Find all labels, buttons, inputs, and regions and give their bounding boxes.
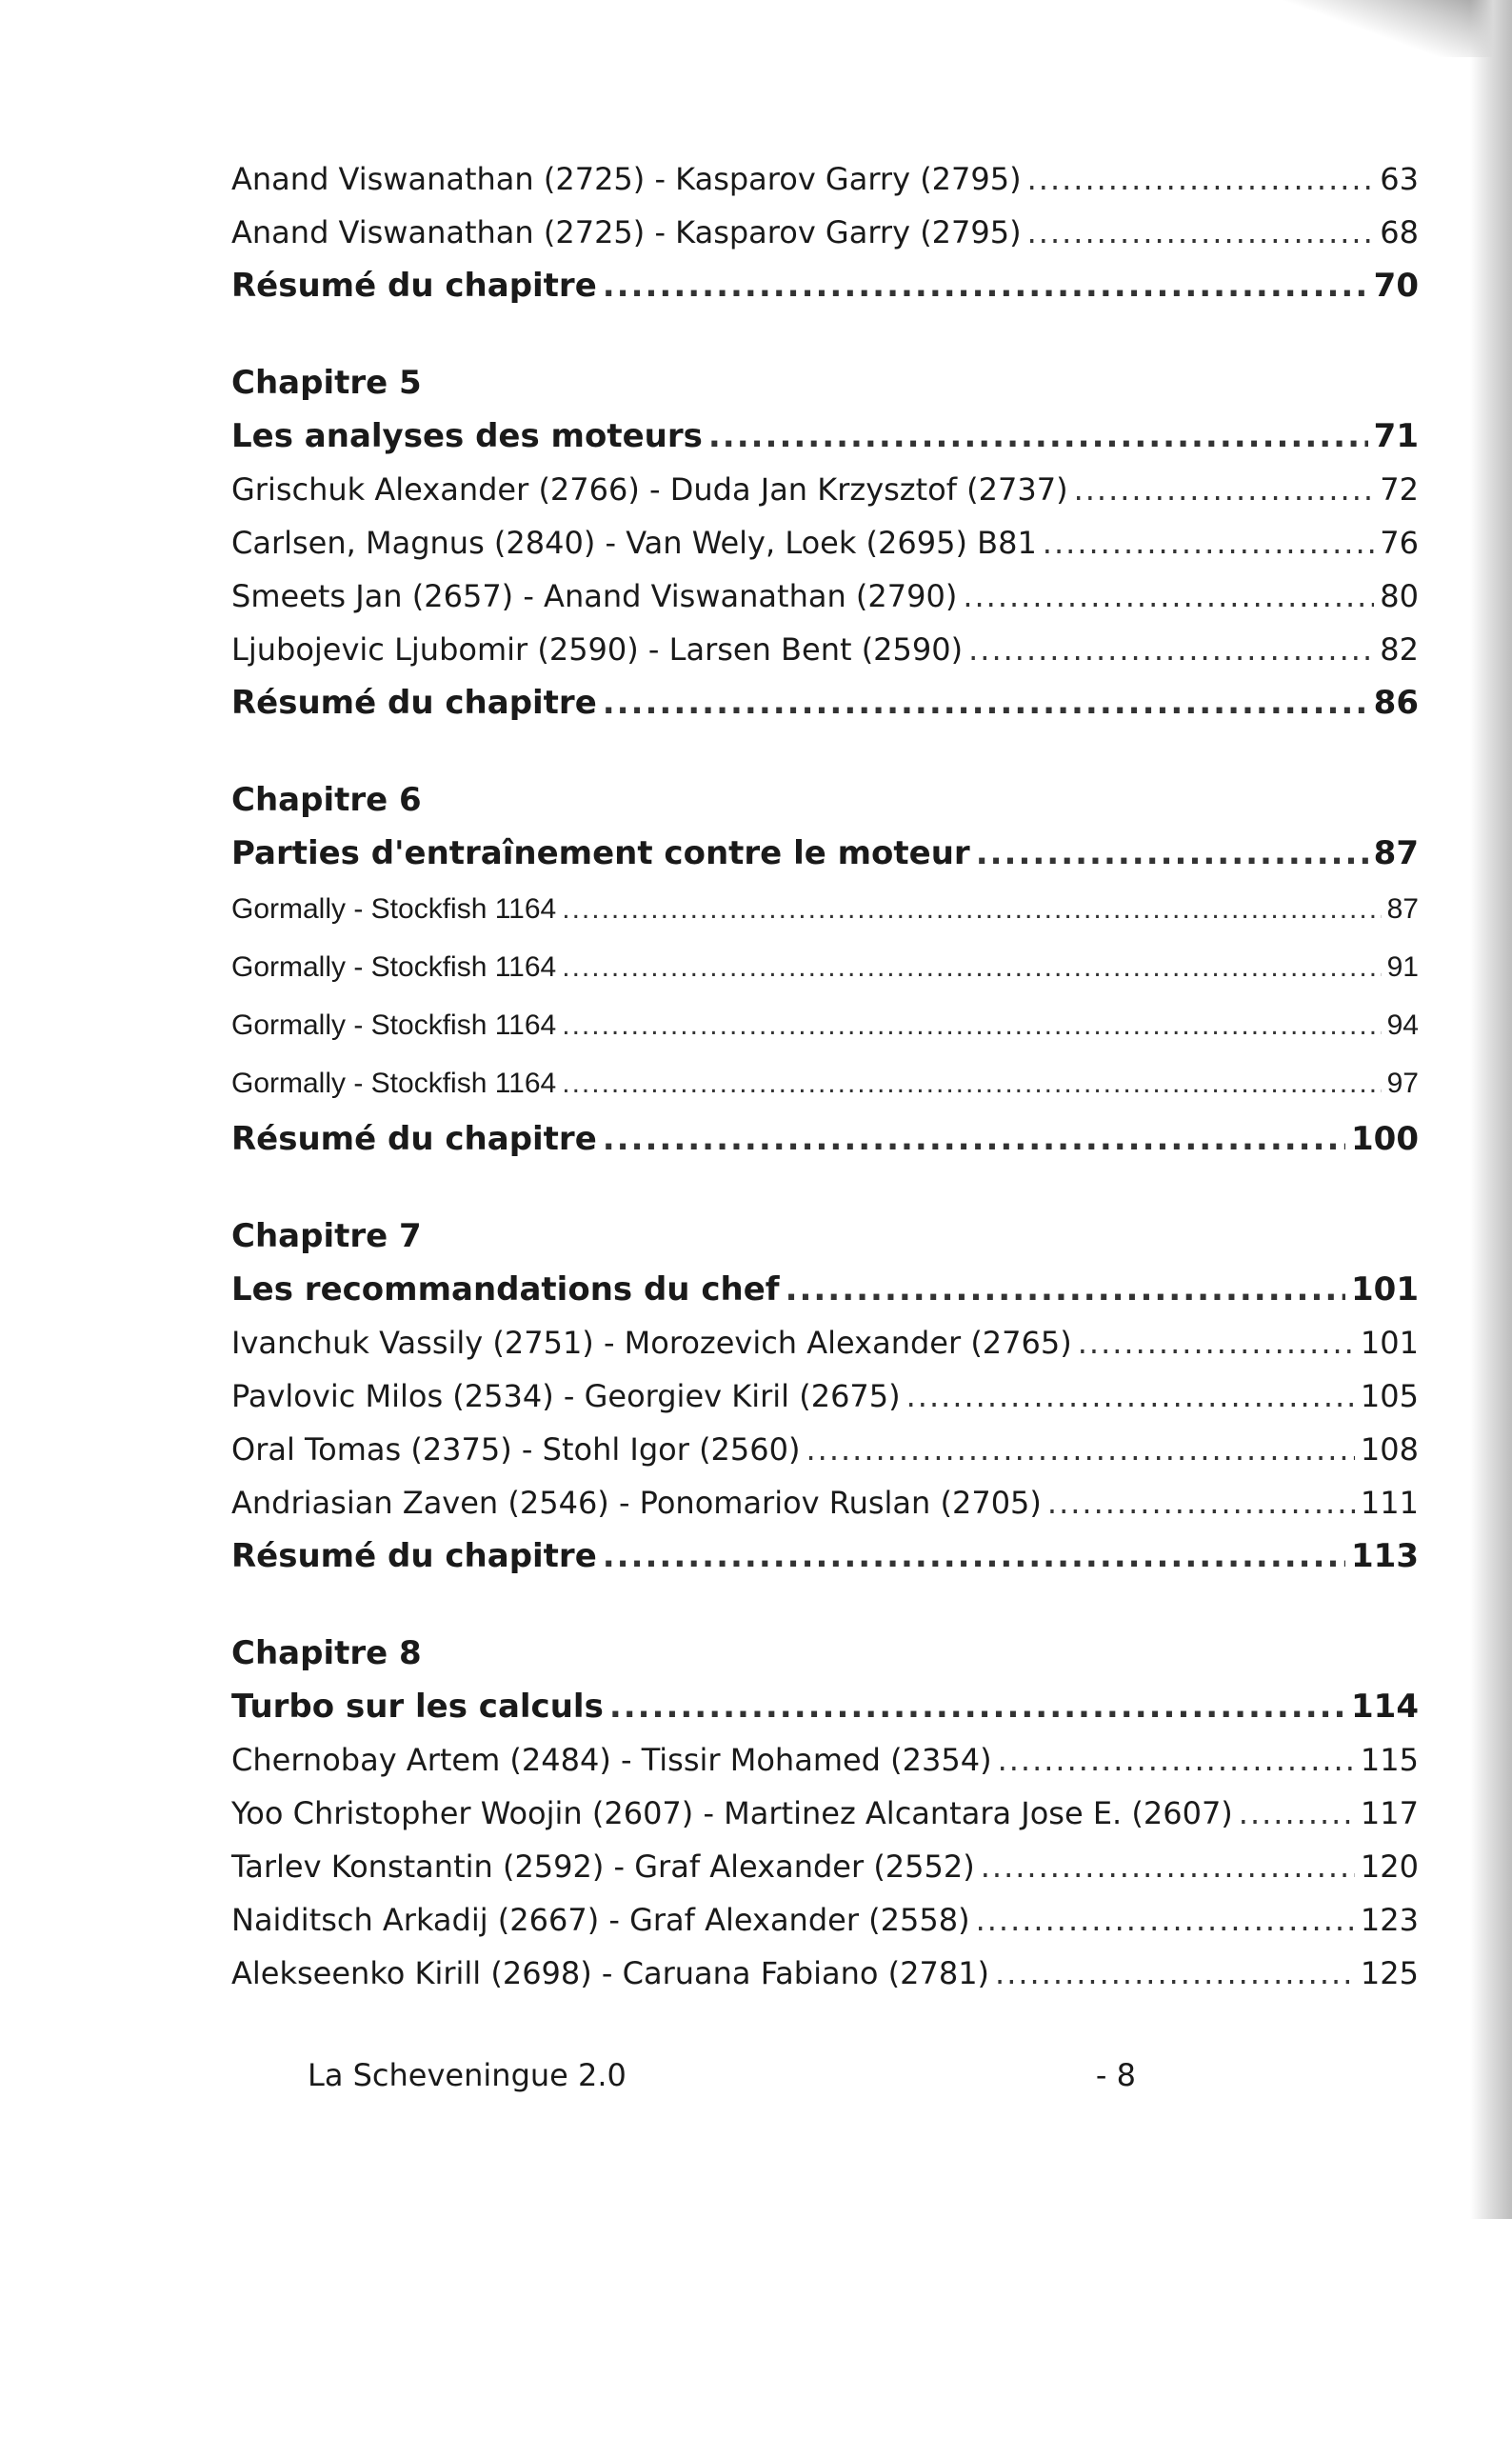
entry-page-number: 108 xyxy=(1360,1431,1419,1468)
page-footer xyxy=(308,2057,1136,2093)
section-gap xyxy=(231,312,1419,356)
entry-title: Oral Tomas (2375) - Stohl Igor (2560) xyxy=(231,1431,801,1468)
dot-leader xyxy=(562,938,1381,996)
dot-leader xyxy=(806,1423,1354,1476)
entry-page-number: 115 xyxy=(1360,1742,1419,1778)
entry-title: Anand Viswanathan (2725) - Kasparov Garry (2795) xyxy=(231,214,1022,250)
toc-game-entry xyxy=(231,570,1419,623)
chapter-heading: Chapitre 8 xyxy=(231,1634,422,1672)
entry-title: Anand Viswanathan (2725) - Kasparov Garry (2795) xyxy=(231,161,1022,197)
entry-title: Chernobay Artem (2484) - Tissir Mohamed (2354) xyxy=(231,1742,992,1778)
entry-title: Yoo Christopher Woojin (2607) - Martinez Alcantara Jose E. (2607) xyxy=(231,1795,1233,1831)
entry-page-number: 111 xyxy=(1360,1485,1419,1521)
entry-title: Ivanchuk Vassily (2751) - Morozevich Alexander (2765) xyxy=(231,1325,1072,1361)
entry-title: Résumé du chapitre xyxy=(231,267,597,305)
chapter-heading: Chapitre 6 xyxy=(231,781,422,819)
entry-page-number: 76 xyxy=(1380,525,1419,561)
entry-title: Pavlovic Milos (2534) - Georgiev Kiril (2675) xyxy=(231,1378,901,1414)
entry-page-number: 101 xyxy=(1351,1270,1419,1309)
dot-leader xyxy=(1047,1476,1355,1529)
entry-page-number: 87 xyxy=(1386,893,1419,925)
entry-title: Andriasian Zaven (2546) - Ponomariov Ruslan (2705) xyxy=(231,1485,1042,1521)
toc-section-entry xyxy=(231,676,1419,729)
dot-leader xyxy=(603,1112,1345,1166)
toc-game-entry xyxy=(231,1054,1419,1112)
toc-section-entry xyxy=(231,1263,1419,1316)
entry-page-number: 117 xyxy=(1360,1795,1419,1831)
toc-game-entry xyxy=(231,880,1419,938)
entry-title: Alekseenko Kirill (2698) - Caruana Fabiano (2781) xyxy=(231,1955,990,1991)
toc-game-entry xyxy=(231,1787,1419,1840)
entry-page-number: 91 xyxy=(1386,951,1419,983)
dot-leader xyxy=(1027,152,1375,206)
toc-section-entry xyxy=(231,259,1419,312)
entry-title: Turbo sur les calculs xyxy=(231,1688,604,1726)
entry-page-number: 71 xyxy=(1373,417,1419,455)
toc-game-entry xyxy=(231,623,1419,676)
toc-section-entry xyxy=(231,1529,1419,1583)
toc-game-entry xyxy=(231,1476,1419,1529)
table-of-contents xyxy=(231,152,1419,2000)
entry-page-number: 86 xyxy=(1373,684,1419,722)
toc-game-entry xyxy=(231,1733,1419,1787)
chapter-heading: Chapitre 5 xyxy=(231,364,422,402)
entry-title: Résumé du chapitre xyxy=(231,1537,597,1575)
entry-title: Carlsen, Magnus (2840) - Van Wely, Loek (2695) B81 xyxy=(231,525,1037,561)
dot-leader xyxy=(603,259,1368,312)
toc-game-entry xyxy=(231,1840,1419,1893)
dot-leader xyxy=(786,1263,1345,1316)
entry-page-number: 113 xyxy=(1351,1537,1419,1575)
entry-title: Gormally - Stockfish 1164 xyxy=(231,1009,557,1041)
section-gap xyxy=(231,729,1419,773)
dot-leader xyxy=(968,623,1374,676)
toc-section-entry xyxy=(231,1112,1419,1166)
scan-edge-shadow xyxy=(1470,0,1512,2219)
entry-page-number: 63 xyxy=(1380,161,1419,197)
toc-game-entry xyxy=(231,1369,1419,1423)
dot-leader xyxy=(603,676,1368,729)
entry-title: Gormally - Stockfish 1164 xyxy=(231,1068,557,1099)
entry-page-number: 94 xyxy=(1386,1009,1419,1041)
entry-title: Parties d'entraînement contre le moteur xyxy=(231,834,970,872)
toc-section-entry xyxy=(231,1680,1419,1733)
footer-page-number: - 8 xyxy=(1095,2057,1136,2093)
footer-book-title: La Scheveningue 2.0 xyxy=(308,2057,627,2093)
dot-leader xyxy=(1027,206,1375,259)
dot-leader xyxy=(1043,516,1374,570)
entry-page-number: 72 xyxy=(1380,471,1419,508)
dot-leader xyxy=(562,880,1381,938)
entry-page-number: 125 xyxy=(1360,1955,1419,1991)
entry-page-number: 120 xyxy=(1360,1848,1419,1885)
toc-game-entry xyxy=(231,516,1419,570)
entry-title: Gormally - Stockfish 1164 xyxy=(231,893,557,925)
entry-title: Ljubojevic Ljubomir (2590) - Larsen Bent (2590) xyxy=(231,631,964,668)
dot-leader xyxy=(963,570,1374,623)
toc-section-entry xyxy=(231,827,1419,880)
toc-game-entry xyxy=(231,152,1419,206)
section-gap xyxy=(231,1583,1419,1627)
entry-page-number: 87 xyxy=(1373,834,1419,872)
toc-game-entry xyxy=(231,938,1419,996)
dot-leader xyxy=(1074,463,1375,516)
entry-page-number: 80 xyxy=(1380,578,1419,614)
entry-page-number: 105 xyxy=(1360,1378,1419,1414)
entry-page-number: 68 xyxy=(1380,214,1419,250)
dot-leader xyxy=(562,1054,1381,1112)
entry-title: Tarlev Konstantin (2592) - Graf Alexander (2552) xyxy=(231,1848,975,1885)
dot-leader xyxy=(976,1893,1355,1947)
toc-game-entry xyxy=(231,1316,1419,1369)
entry-page-number: 101 xyxy=(1360,1325,1419,1361)
chapter-heading: Chapitre 7 xyxy=(231,1217,422,1255)
dot-leader xyxy=(995,1947,1355,2000)
toc-game-entry xyxy=(231,463,1419,516)
entry-title: Gormally - Stockfish 1164 xyxy=(231,951,557,983)
entry-title: Naiditsch Arkadij (2667) - Graf Alexander (2558) xyxy=(231,1902,970,1938)
dot-leader xyxy=(1078,1316,1355,1369)
section-gap xyxy=(231,1166,1419,1209)
dot-leader xyxy=(976,827,1368,880)
toc-game-entry xyxy=(231,1947,1419,2000)
entry-title: Les recommandations du chef xyxy=(231,1270,780,1309)
dot-leader xyxy=(1239,1787,1355,1840)
entry-title: Résumé du chapitre xyxy=(231,684,597,722)
toc-game-entry xyxy=(231,996,1419,1054)
entry-page-number: 82 xyxy=(1380,631,1419,668)
entry-title: Les analyses des moteurs xyxy=(231,417,703,455)
dot-leader xyxy=(906,1369,1355,1423)
dot-leader xyxy=(562,996,1381,1054)
toc-game-entry xyxy=(231,206,1419,259)
dot-leader xyxy=(609,1680,1345,1733)
entry-page-number: 123 xyxy=(1360,1902,1419,1938)
dot-leader xyxy=(998,1733,1355,1787)
toc-game-entry xyxy=(231,1423,1419,1476)
entry-title: Smeets Jan (2657) - Anand Viswanathan (2790) xyxy=(231,578,958,614)
toc-section-entry xyxy=(231,410,1419,463)
dot-leader xyxy=(603,1529,1345,1583)
entry-page-number: 70 xyxy=(1373,267,1419,305)
entry-title: Grischuk Alexander (2766) - Duda Jan Krzysztof (2737) xyxy=(231,471,1068,508)
dot-leader xyxy=(708,410,1368,463)
dot-leader xyxy=(981,1840,1355,1893)
toc-game-entry xyxy=(231,1893,1419,1947)
entry-title: Résumé du chapitre xyxy=(231,1120,597,1158)
entry-page-number: 97 xyxy=(1386,1068,1419,1099)
entry-page-number: 114 xyxy=(1351,1688,1419,1726)
entry-page-number: 100 xyxy=(1351,1120,1419,1158)
